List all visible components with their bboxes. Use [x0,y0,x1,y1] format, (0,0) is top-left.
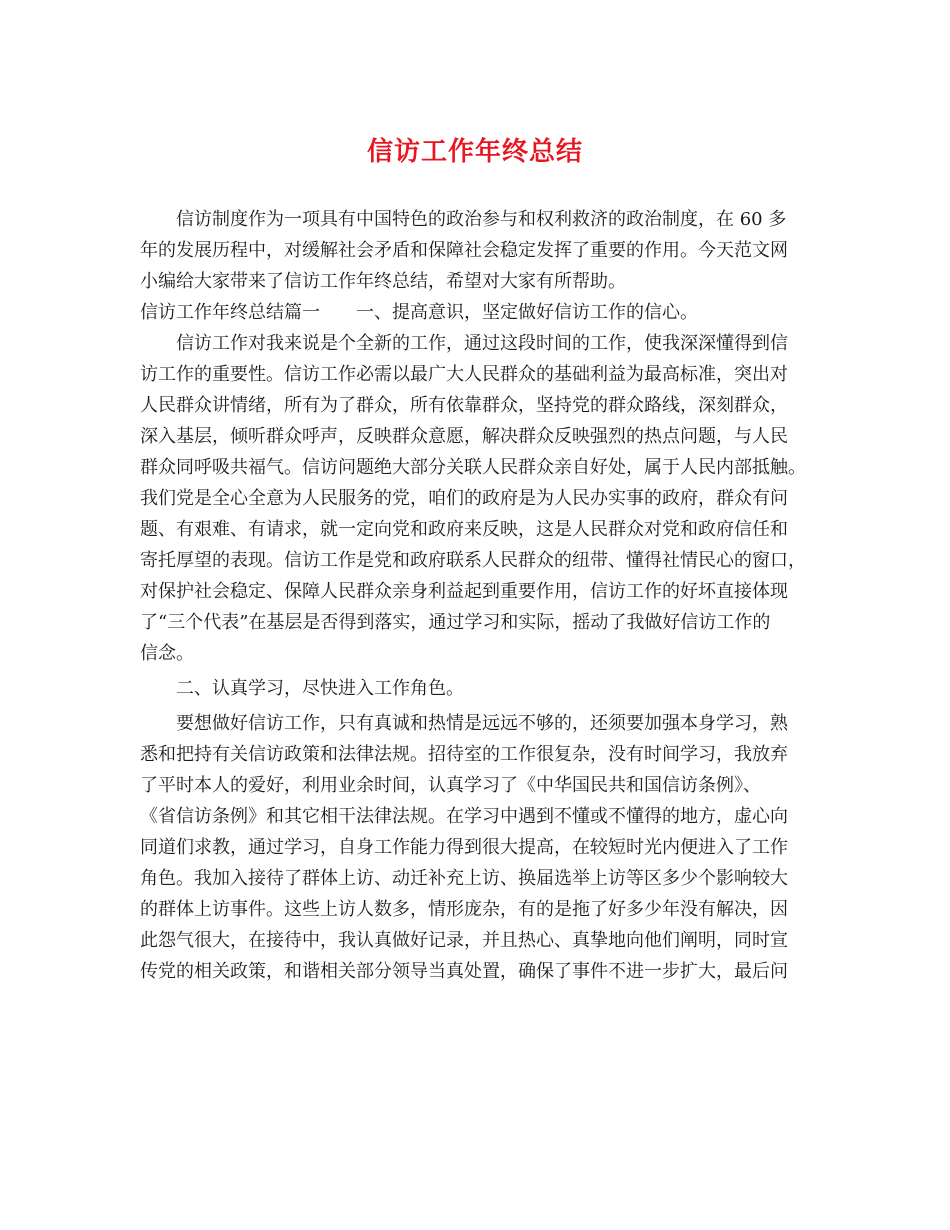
body-line: 深入基层，倾听群众呼声，反映群众意愿，解决群众反映强烈的热点问题，与人民 [140,426,788,447]
body-line: 我们党是全心全意为人民服务的党，咱们的政府是为人民办实事的政府，群众有问 [140,488,788,509]
body-line: 题、有艰难、有请求，就一定向党和政府来反映，这是人民群众对党和政府信任和 [140,519,788,540]
body-line: 访工作的重要性。信访工作必需以最广大人民群众的基础利益为最高标准，突出对 [140,364,788,385]
body-line: 传党的相关政策，和谐相关部分领导当真处置，确保了事件不进一步扩大，最后问 [140,961,788,982]
body-line: 对保护社会稳定、保障人民群众亲身利益起到重要作用，信访工作的好坏直接体现 [140,581,788,602]
body-line: 角色。我加入接待了群体上访、动迁补充上访、换届选举上访等区多少个影响较大 [140,868,788,889]
body-line: 悉和把持有关信访政策和法律法规。招待室的工作很复杂，没有时间学习，我放弃 [140,744,788,765]
body-line: 《省信访条例》和其它相干法律法规。在学习中遇到不懂或不懂得的地方，虚心向 [140,806,788,827]
body-line: 要想做好信访工作，只有真诚和热情是远远不够的，还须要加强本身学习，熟 [140,713,788,734]
body-line: 信访工作对我来说是个全新的工作，通过这段时间的工作，使我深深懂得到信 [140,333,788,354]
body-line: 信念。 [140,643,194,664]
body-line: 此怨气很大，在接待中，我认真做好记录，并且热心、真挚地向他们阐明，同时宣 [140,930,788,951]
body-line: 群众同呼吸共福气。信访问题绝大部分关联人民群众亲自好处，属于人民内部抵触。 [140,457,806,478]
body-line: 了平时本人的爱好，利用业余时间，认真学习了《中华国民共和国信访条例》、 [140,775,761,796]
body-line: 小编给大家带来了信访工作年终总结，希望对大家有所帮助。 [140,271,626,292]
document-title: 信访工作年终总结 [366,137,583,167]
body-line: 的群体上访事件。这些上访人数多，情形庞杂，有的是拖了好多少年没有解决，因 [140,899,788,920]
document-body [140,204,820,987]
body-line: 年的发展历程中，对缓解社会矛盾和保障社会稳定发挥了重要的作用。今天范文网 [140,240,788,261]
body-line: 寄托厚望的表现。信访工作是党和政府联系人民群众的纽带、懂得社情民心的窗口， [140,550,806,571]
body-line: 同道们求教，通过学习，自身工作能力得到很大提高，在较短时光内便进入了工作 [140,837,788,858]
body-line: 了“三个代表”在基层是否得到落实，通过学习和实际，摇动了我做好信访工作的 [140,612,771,633]
body-line: 信访制度作为一项具有中国特色的政治参与和权利救济的政治制度，在 60 多 [140,209,787,230]
section-heading-line: 二、认真学习，尽快进入工作角色。 [140,678,464,699]
section-heading-line: 信访工作年终总结篇一 一、提高意识，坚定做好信访工作的信心。 [140,302,698,323]
body-line: 人民群众讲情绪，所有为了群众，所有依靠群众，坚持党的群众路线，深刻群众， [140,395,788,416]
